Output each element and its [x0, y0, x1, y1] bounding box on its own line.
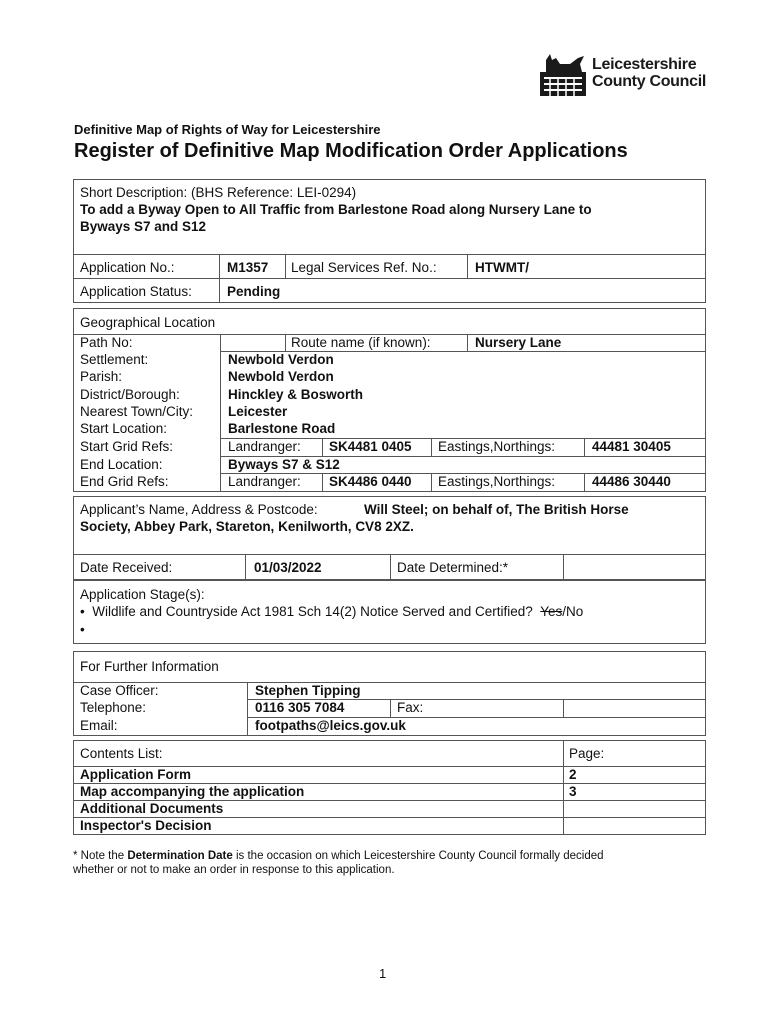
- contents-item-label: Inspector's Decision: [80, 818, 212, 833]
- contents-page-heading: Page:: [569, 746, 605, 761]
- council-logo: [540, 50, 706, 96]
- applicant-value-line2: Society, Abbey Park, Stareton, Kenilworth, CV8 2XZ.: [80, 519, 414, 534]
- stage-item-1-yes: Yes: [540, 604, 563, 619]
- contents-item-label: Map accompanying the application: [80, 784, 305, 799]
- settlement-label: Settlement:: [80, 352, 149, 367]
- contents-heading: Contents List:: [80, 746, 163, 761]
- geographical-location-heading: Geographical Location: [80, 315, 216, 330]
- application-status-value: Pending: [227, 284, 281, 299]
- district-label: District/Borough:: [80, 387, 180, 402]
- case-officer-value: Stephen Tipping: [255, 683, 361, 698]
- fax-label: Fax:: [397, 700, 424, 715]
- application-number: M1357: [227, 260, 269, 275]
- telephone-value: 0116 305 7084: [255, 700, 345, 715]
- end-landranger-value: SK4486 0440: [329, 474, 412, 489]
- document-title: Register of Definitive Map Modification Order Applications: [74, 140, 628, 162]
- legal-ref-label: Legal Services Ref. No.:: [291, 260, 437, 275]
- note-bold: Determination Date: [127, 850, 233, 862]
- email-value[interactable]: footpaths@leics.gov.uk: [255, 718, 406, 733]
- start-location-value: Barlestone Road: [228, 421, 336, 436]
- council-name-line1: Leicestershire: [592, 56, 697, 73]
- date-received-value: 01/03/2022: [254, 560, 322, 575]
- route-name-value: Nursery Lane: [475, 335, 562, 350]
- nearest-town-label: Nearest Town/City:: [80, 404, 194, 419]
- date-determined-label: Date Determined:*: [397, 560, 509, 575]
- page-number: 1: [379, 966, 387, 981]
- start-eastings-value: 44481 30405: [592, 439, 671, 454]
- end-eastings-value: 44486 30440: [592, 474, 671, 489]
- stage-item-1-text: Wildlife and Countryside Act 1981 Sch 14(2) Notice Served and Certified?: [92, 604, 533, 619]
- application-status-label: Application Status:: [80, 284, 192, 299]
- end-grid-label: End Grid Refs:: [80, 474, 169, 489]
- start-grid-label: Start Grid Refs:: [80, 439, 174, 454]
- description-line2: Byways S7 and S12: [80, 219, 207, 234]
- start-eastings-label: Eastings,Northings:: [438, 439, 556, 454]
- stage-item-2: [80, 622, 92, 637]
- email-label: Email:: [80, 718, 118, 733]
- further-information-section: [73, 651, 706, 736]
- route-name-label: Route name (if known):: [291, 335, 431, 350]
- end-location-value: Byways S7 & S12: [228, 457, 340, 472]
- fox-logo-icon: [540, 50, 586, 96]
- path-no-label: Path No:: [80, 335, 133, 350]
- geographical-location-section: [73, 308, 706, 492]
- description-line1: To add a Byway Open to All Traffic from Barlestone Road along Nursery Lane to: [80, 202, 592, 217]
- further-information-heading: For Further Information: [80, 659, 219, 674]
- applicant-section: [73, 496, 706, 580]
- stage-item-1: [80, 604, 583, 619]
- date-received-label: Date Received:: [80, 560, 173, 575]
- contents-list-section: [73, 740, 706, 835]
- document-subtitle: Definitive Map of Rights of Way for Leicestershire: [74, 122, 381, 137]
- contents-item-page: 2: [569, 767, 577, 782]
- district-value: Hinckley & Bosworth: [228, 387, 364, 402]
- stage-item-1-no: /No: [562, 604, 584, 619]
- council-name: [592, 56, 706, 90]
- determination-date-note: [73, 849, 713, 877]
- stages-label: Application Stage(s):: [80, 587, 205, 602]
- note-prefix: * Note the: [73, 850, 128, 862]
- note-suffix: is the occasion on which Leicestershire County Council formally decided: [232, 850, 604, 862]
- end-location-label: End Location:: [80, 457, 163, 472]
- council-name-line2: County Council: [592, 73, 707, 90]
- nearest-town-value: Leicester: [228, 404, 288, 419]
- bullet-icon: •: [80, 604, 85, 619]
- start-landranger-label: Landranger:: [228, 439, 301, 454]
- description-section: [73, 179, 706, 303]
- end-eastings-label: Eastings,Northings:: [438, 474, 556, 489]
- settlement-value: Newbold Verdon: [228, 352, 334, 367]
- description-label: Short Description: (BHS Reference: LEI-0294): [80, 185, 357, 200]
- application-number-label: Application No.:: [80, 260, 175, 275]
- telephone-label: Telephone:: [80, 700, 147, 715]
- contents-item-label: Application Form: [80, 767, 191, 782]
- end-landranger-label: Landranger:: [228, 474, 301, 489]
- note-line2: whether or not to make an order in response to this application.: [73, 864, 395, 876]
- parish-label: Parish:: [80, 369, 123, 384]
- application-stages-section: [73, 580, 706, 644]
- case-officer-label: Case Officer:: [80, 683, 159, 698]
- applicant-value-line1: Will Steel; on behalf of, The British Horse: [364, 502, 629, 517]
- start-landranger-value: SK4481 0405: [329, 439, 412, 454]
- contents-item-label: Additional Documents: [80, 801, 224, 816]
- contents-item-page: 3: [569, 784, 577, 799]
- bullet-icon: •: [80, 622, 85, 637]
- start-location-label: Start Location:: [80, 421, 168, 436]
- applicant-label: Applicant’s Name, Address & Postcode:: [80, 502, 318, 517]
- parish-value: Newbold Verdon: [228, 369, 334, 384]
- legal-ref-value: HTWMT/: [475, 260, 529, 275]
